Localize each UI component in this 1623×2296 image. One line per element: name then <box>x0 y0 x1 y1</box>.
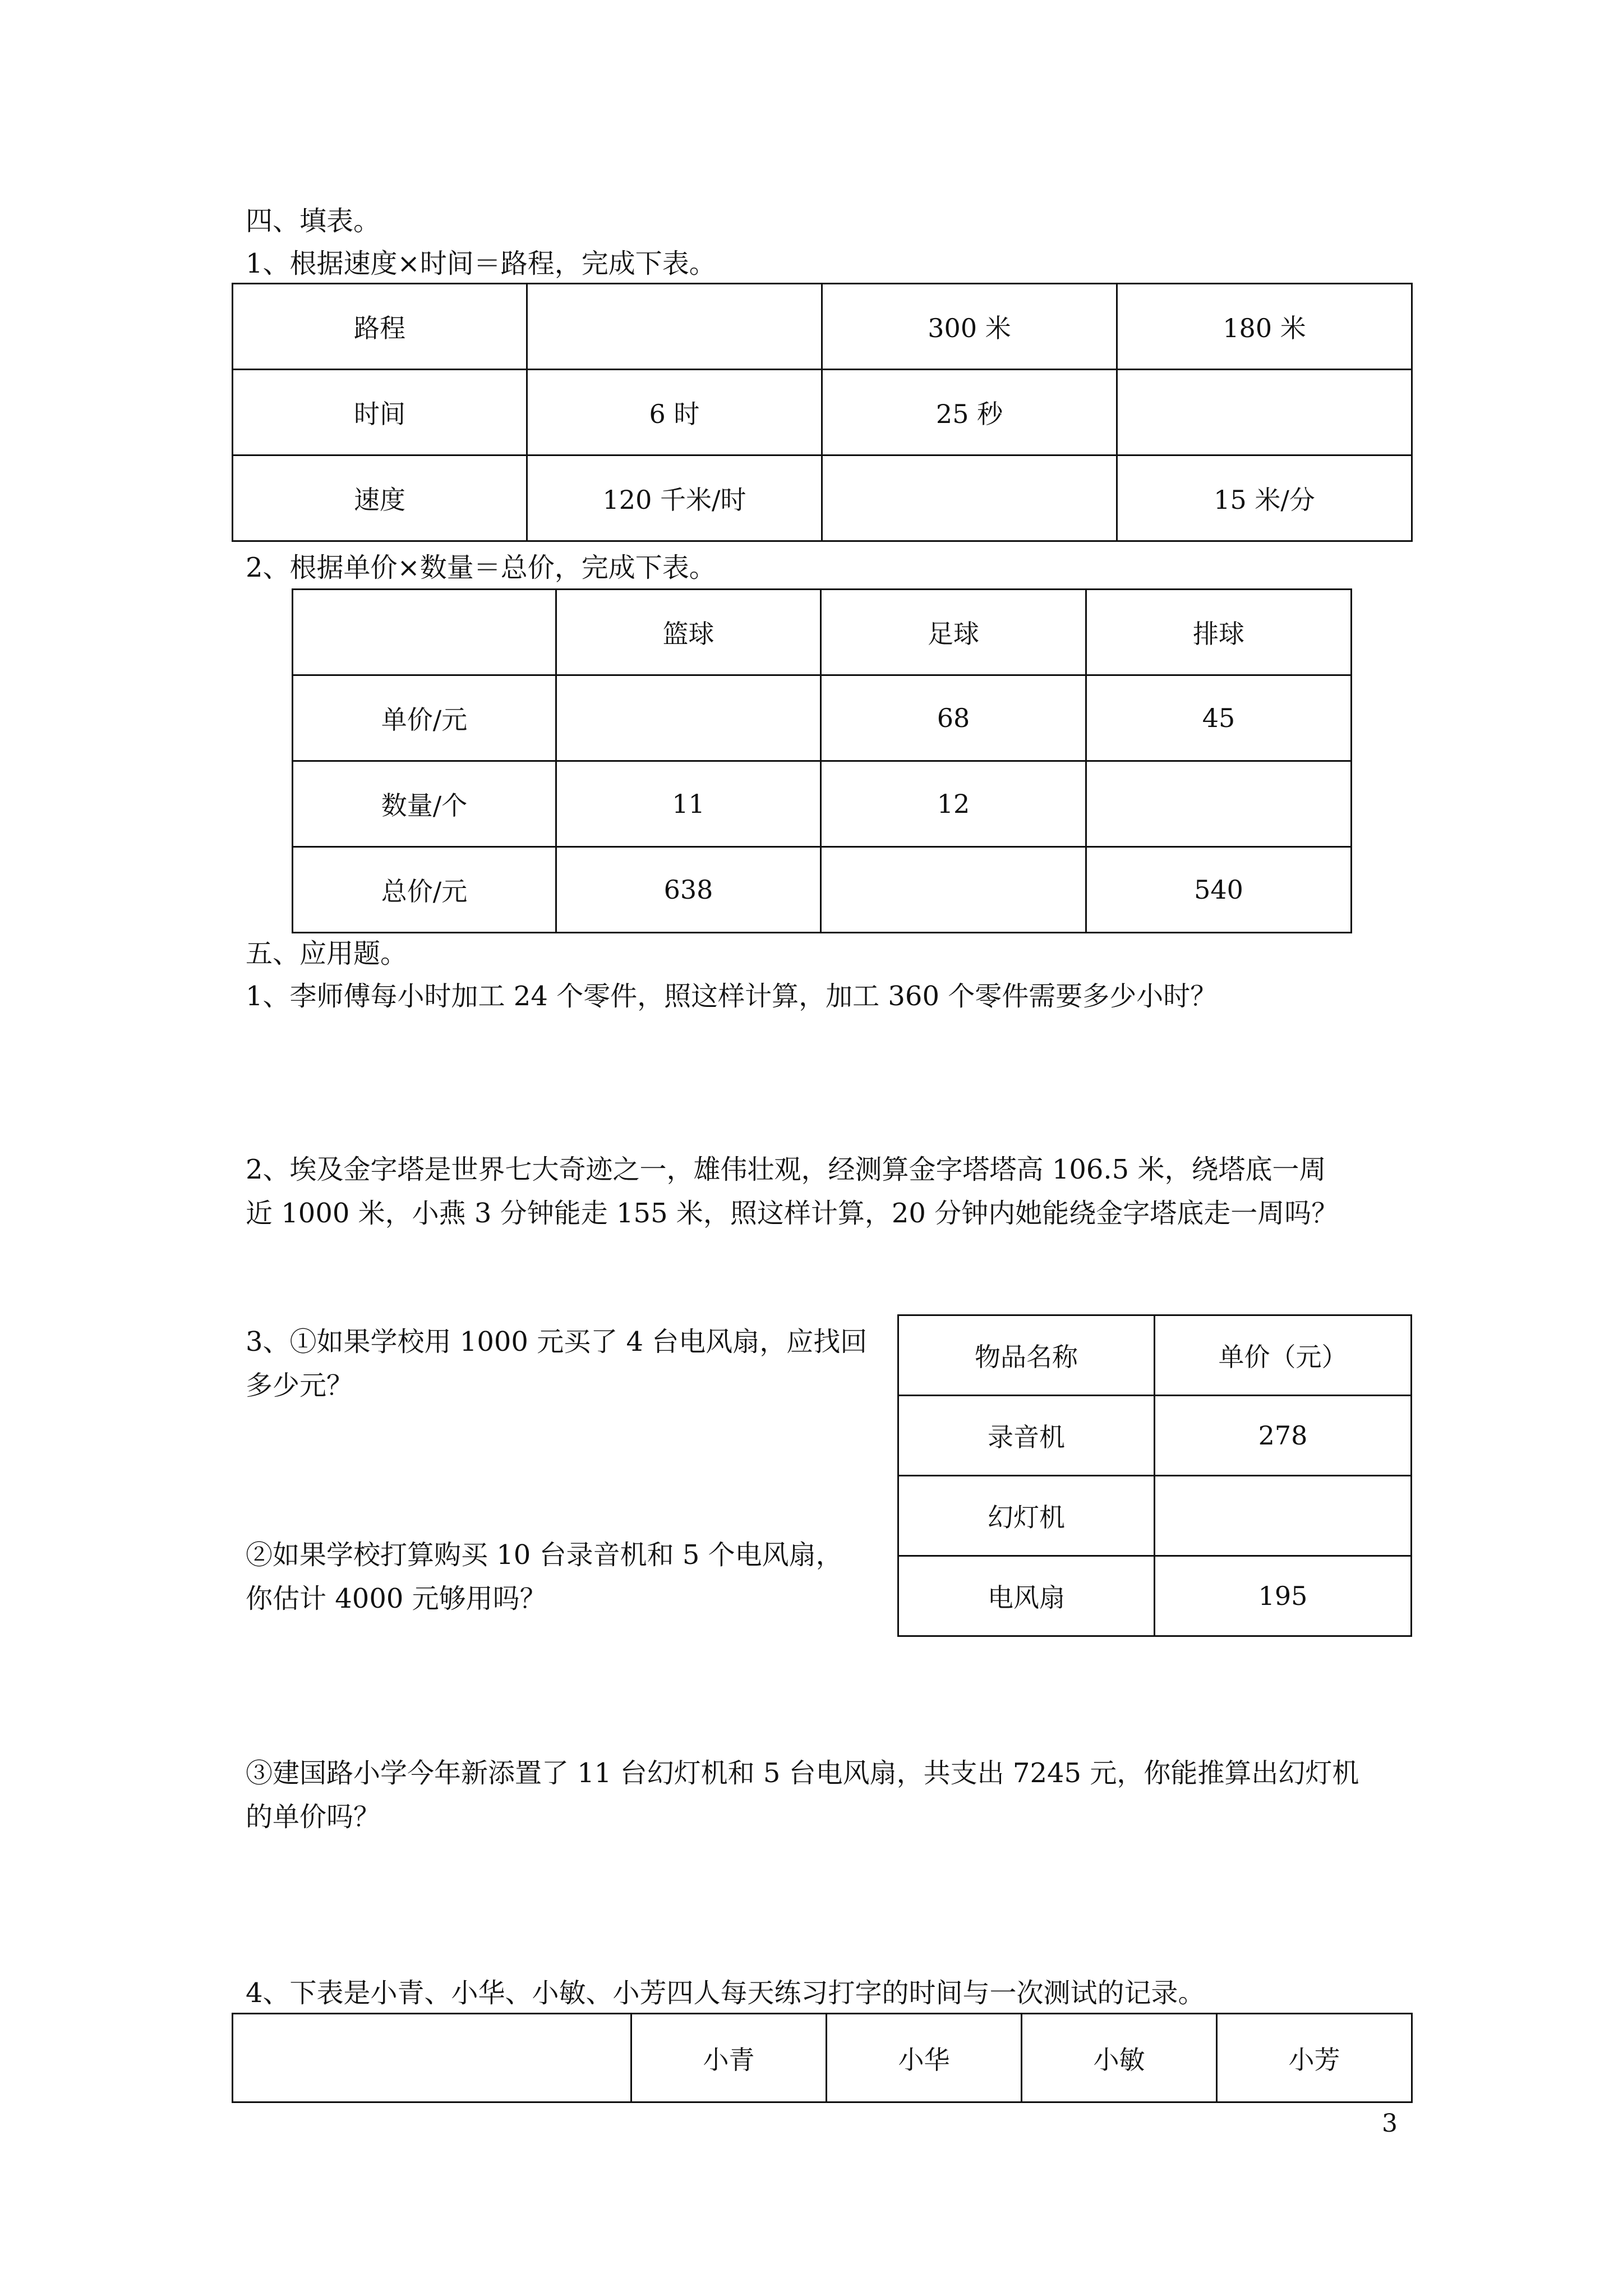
table-cell: 幻灯机 <box>898 1476 1155 1556</box>
table-row <box>898 1476 1412 1556</box>
table-cell: 45 <box>1086 675 1352 761</box>
table-cell: 小敏 <box>1022 2014 1217 2102</box>
table-cell: 时间 <box>233 370 527 455</box>
table-cell: 300 米 <box>822 284 1117 370</box>
question-4-1-prompt: 1、根据速度×时间＝路程，完成下表。 <box>246 248 716 279</box>
table-cell: 物品名称 <box>898 1315 1155 1396</box>
table-cell <box>1086 761 1352 847</box>
table-row <box>898 1396 1412 1476</box>
table-cell: 195 <box>1155 1556 1412 1636</box>
table-row <box>293 761 1352 847</box>
table-cell <box>1155 1476 1412 1556</box>
table-cell <box>527 284 822 370</box>
question-5-3-part-2-line-1: ②如果学校打算购买 10 台录音机和 5 个电风扇， <box>246 1539 843 1571</box>
table-cell <box>556 675 821 761</box>
table-cell <box>293 590 556 675</box>
section-5-heading: 五、应用题。 <box>246 938 408 969</box>
table-cell: 12 <box>821 761 1086 847</box>
table-cell: 15 米/分 <box>1117 455 1412 541</box>
table-cell: 速度 <box>233 455 527 541</box>
table-cell: 120 千米/时 <box>527 455 822 541</box>
table-cell: 篮球 <box>556 590 821 675</box>
table-cell: 278 <box>1155 1396 1412 1476</box>
table-cell: 单价（元） <box>1155 1315 1412 1396</box>
table-cell: 小青 <box>631 2014 827 2102</box>
table-cell: 单价/元 <box>293 675 556 761</box>
question-5-3-part-2-line-2: 你估计 4000 元够用吗？ <box>246 1583 547 1614</box>
table-row <box>898 1315 1412 1396</box>
question-5-3-part-3-line-2: 的单价吗？ <box>246 1801 381 1833</box>
table-cell: 25 秒 <box>822 370 1117 455</box>
section-4-heading: 四、填表。 <box>246 205 381 237</box>
table-cell: 录音机 <box>898 1396 1155 1476</box>
table-cell <box>821 847 1086 933</box>
table-cell: 540 <box>1086 847 1352 933</box>
table-cell: 数量/个 <box>293 761 556 847</box>
question-5-3-part-1-line-2: 多少元？ <box>246 1370 354 1401</box>
table-row <box>233 2014 1412 2102</box>
item-price-table <box>897 1314 1412 1637</box>
table-cell <box>822 455 1117 541</box>
table-cell: 小芳 <box>1217 2014 1412 2102</box>
page-number: 3 <box>1382 2109 1398 2138</box>
question-5-4-prompt: 4、下表是小青、小华、小敏、小芳四人每天练习打字的时间与一次测试的记录。 <box>246 1977 1205 2009</box>
question-4-2-prompt: 2、根据单价×数量＝总价，完成下表。 <box>246 552 716 583</box>
price-quantity-total-table <box>292 588 1352 933</box>
table-cell: 足球 <box>821 590 1086 675</box>
table-cell: 路程 <box>233 284 527 370</box>
table-row <box>898 1556 1412 1636</box>
table-cell: 180 米 <box>1117 284 1412 370</box>
table-cell: 电风扇 <box>898 1556 1155 1636</box>
table-cell: 排球 <box>1086 590 1352 675</box>
table-row <box>293 675 1352 761</box>
table-row <box>293 590 1352 675</box>
question-5-1: 1、李师傅每小时加工 24 个零件，照这样计算，加工 360 个零件需要多少小时？ <box>246 981 1218 1012</box>
question-5-2-line-2: 近 1000 米，小燕 3 分钟能走 155 米，照这样计算，20 分钟内她能绕金字塔底走一周吗？ <box>246 1198 1339 1229</box>
question-5-3-part-1-line-1: 3、①如果学校用 1000 元买了 4 台电风扇，应找回 <box>246 1326 868 1358</box>
typing-practice-table <box>232 2013 1413 2103</box>
table-cell: 11 <box>556 761 821 847</box>
question-5-3-part-3-line-1: ③建国路小学今年新添置了 11 台幻灯机和 5 台电风扇，共支出 7245 元，你能推算出幻灯机 <box>246 1757 1359 1789</box>
table-row <box>233 455 1412 541</box>
table-row <box>293 847 1352 933</box>
table-row <box>233 370 1412 455</box>
table-cell: 总价/元 <box>293 847 556 933</box>
table-cell <box>1117 370 1412 455</box>
speed-time-distance-table <box>232 283 1413 542</box>
table-cell: 68 <box>821 675 1086 761</box>
table-cell: 6 时 <box>527 370 822 455</box>
table-cell: 小华 <box>827 2014 1022 2102</box>
table-row <box>233 284 1412 370</box>
table-cell <box>233 2014 631 2102</box>
table-cell: 638 <box>556 847 821 933</box>
question-5-2-line-1: 2、埃及金字塔是世界七大奇迹之一，雄伟壮观，经测算金字塔塔高 106.5 米，绕塔底一周 <box>246 1154 1326 1185</box>
